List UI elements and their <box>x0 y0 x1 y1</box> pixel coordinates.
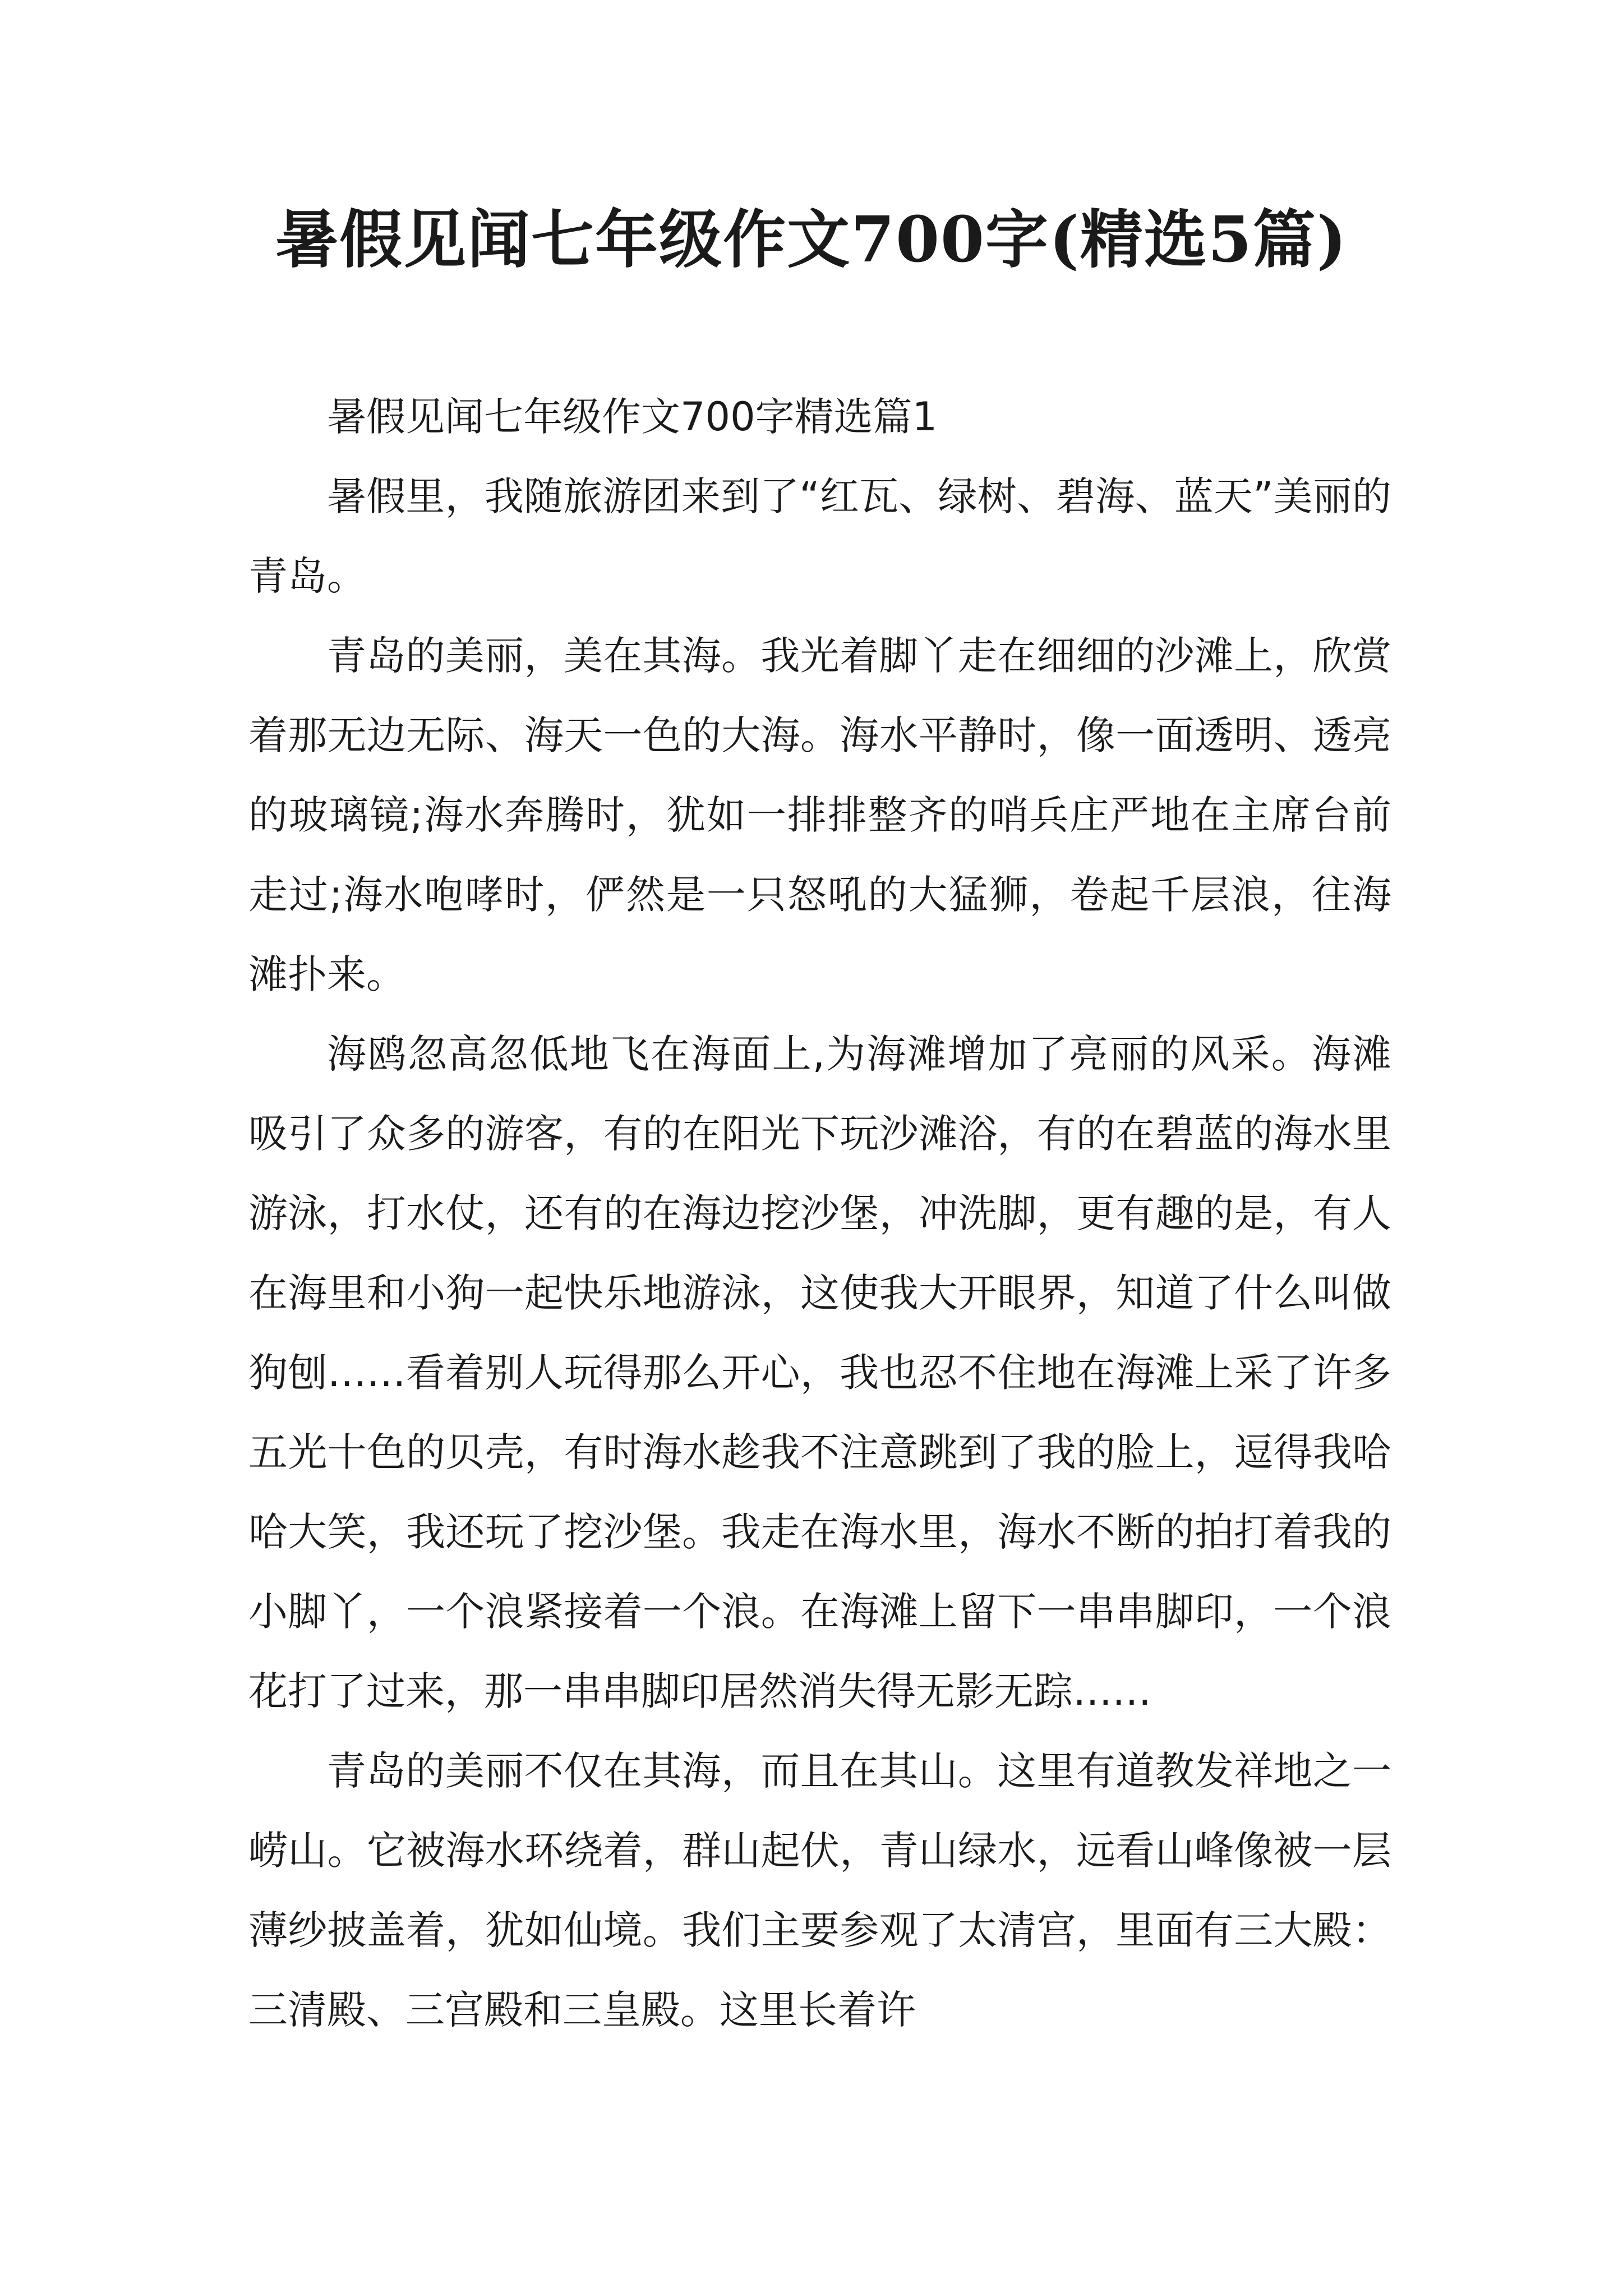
paragraph: 青岛的美丽不仅在其海，而且在其山。这里有道教发祥地之一崂山。它被海水环绕着，群山起伏，青山绿水，远看山峰像被一层薄纱披盖着，犹如仙境。我们主要参观了太清宫，里面有三大殿：三清殿、三宫殿和三皇殿。这里长着许 <box>248 1748 1391 2033</box>
paragraph: 青岛的美丽，美在其海。我光着脚丫走在细细的沙滩上，欣赏着那无边无际、海天一色的大海。海水平静时，像一面透明、透亮的玻璃镜;海水奔腾时，犹如一排排整齐的哨兵庄严地在主席台前走过;海水咆哮时，俨然是一只怒吼的大猛狮，卷起千层浪，往海滩扑来。 <box>248 633 1391 997</box>
section-heading: 暑假见闻七年级作文700字精选篇1 <box>327 394 938 440</box>
paragraph: 海鸥忽高忽低地飞在海面上,为海滩增加了亮丽的风采。海滩吸引了众多的游客，有的在阳光下玩沙滩浴，有的在碧蓝的海水里游泳，打水仗，还有的在海边挖沙堡，冲洗脚，更有趣的是，有人在海里和小狗一起快乐地游泳，这使我大开眼界，知道了什么叫做狗刨……看着别人玩得那么开心，我也忍不住地在海滩上采了许多五光十色的贝壳，有时海水趁我不注意跳到了我的脸上，逗得我哈哈大笑，我还玩了挖沙堡。我走在海水里，海水不断的拍打着我的小脚丫，一个浪紧接着一个浪。在海滩上留下一串串脚印，一个浪花打了过来，那一串串脚印居然消失得无影无踪…… <box>248 1031 1391 1714</box>
document-title: 暑假见闻七年级作文700字(精选5篇) <box>275 203 1348 277</box>
document-body <box>248 377 1391 2050</box>
paragraph: 暑假里，我随旅游团来到了“红瓦、绿树、碧海、蓝天”美丽的青岛。 <box>248 473 1391 599</box>
